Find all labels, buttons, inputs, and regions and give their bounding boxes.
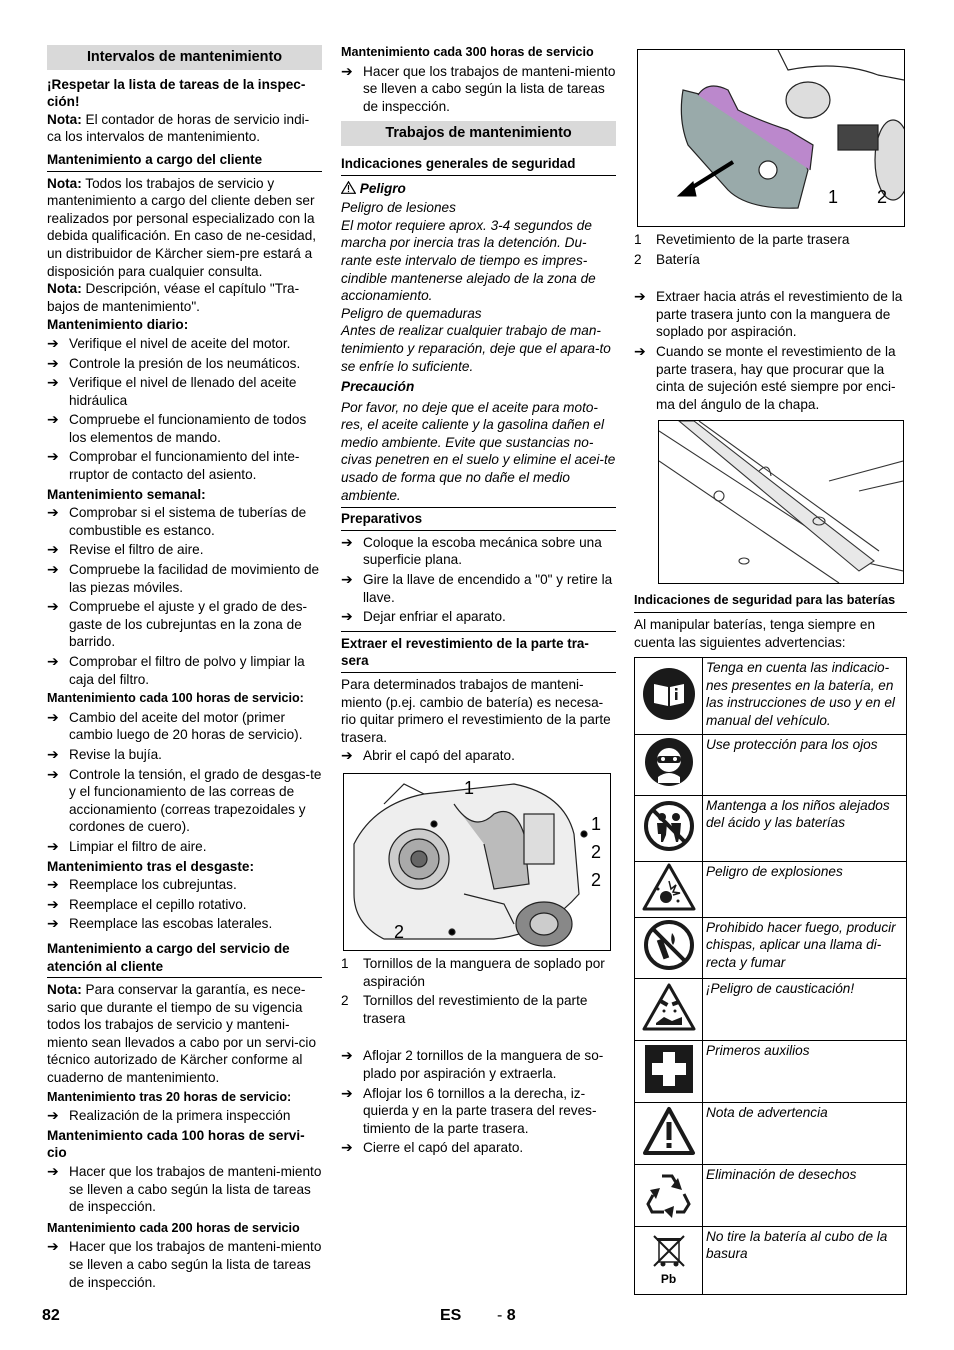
safety-text: Mantenga a los niños alejados del ácido y las baterías — [703, 795, 907, 861]
step-text: Abrir el capó del aparato. — [363, 748, 515, 764]
list-300-horas — [341, 63, 616, 116]
callout-1-right: 1 — [591, 813, 602, 834]
engine-illustration — [344, 774, 610, 950]
safety-text: Peligro de explosiones — [703, 861, 907, 917]
safety-row — [635, 861, 907, 917]
step-item — [341, 1139, 616, 1157]
arrow-icon: ➔ — [47, 411, 59, 428]
heading-servicio-cliente: Mantenimiento a cargo del servicio de atención al cliente — [47, 940, 322, 978]
step-item — [47, 541, 322, 559]
safety-row — [635, 795, 907, 861]
heading-diario: Mantenimiento diario: — [47, 317, 189, 333]
safety-text: Use protección para los ojos — [703, 734, 907, 795]
arrow-icon: ➔ — [47, 745, 59, 762]
step-text: Comprobar si el sistema de tuberías de combustible es estanco. — [69, 505, 307, 538]
arrow-icon: ➔ — [634, 288, 646, 305]
note-4: Nota: Para conservar la garantía, es nece-sario que durante el tiempo de su vigencia todos los trabajos de servicio y manteni-miento sean llevados a cabo por un servi-cio técnico autorizado de Kärcher conforme al cuaderno de mantenimiento. — [47, 982, 317, 1086]
step-text: Reemplace el cepillo rotativo. — [69, 896, 247, 912]
legend-text: Batería — [656, 251, 700, 267]
step-text: Comprobar el funcionamiento del inte-rruptor de contacto del asiento. — [69, 449, 300, 483]
legend-number: 2 — [341, 993, 349, 1009]
arrow-icon: ➔ — [47, 765, 59, 782]
arrow-icon: ➔ — [47, 895, 59, 912]
heading-desgaste: Mantenimiento tras el desgaste: — [47, 858, 254, 874]
heading-20-horas: Mantenimiento tras 20 horas de servicio: — [47, 1089, 292, 1104]
precaucion-label: Precaución — [341, 379, 415, 395]
step-item — [47, 1238, 322, 1291]
keep-children-away-icon — [635, 800, 702, 857]
arrow-icon: ➔ — [47, 1238, 59, 1255]
arrow-icon: ➔ — [341, 1047, 353, 1064]
no-fire-icon — [635, 919, 702, 976]
step-item — [47, 504, 322, 539]
step-text: Coloque la escoba mecánica sobre una superficie plana. — [363, 534, 602, 568]
step-text: Realización de la primera inspección — [69, 1108, 291, 1124]
fig2-callout-1: 1 — [828, 187, 839, 207]
step-text: Aflojar 2 tornillos de la manguera de so-plado por aspiración y extraerla. — [363, 1048, 604, 1081]
safety-row — [635, 978, 907, 1040]
callout-2-right-b: 2 — [591, 869, 602, 890]
heading-baterias: Indicaciones de seguridad para las baterías — [634, 592, 907, 613]
step-text: Limpiar el filtro de aire. — [69, 838, 207, 854]
note-3: Nota: Descripción, véase el capítulo "Tra-bajos de mantenimiento". — [47, 281, 300, 314]
step-item — [634, 288, 907, 341]
legend-item — [634, 251, 907, 269]
corrosive-icon — [635, 983, 702, 1036]
safety-row — [635, 1040, 907, 1102]
step-item — [47, 1163, 322, 1216]
arrow-icon: ➔ — [47, 448, 59, 465]
recycle-icon — [635, 1168, 702, 1223]
heading-semanal: Mantenimiento semanal: — [47, 486, 206, 502]
arrow-icon: ➔ — [47, 708, 59, 725]
step-item — [47, 355, 322, 373]
list-200-horas — [47, 1238, 322, 1291]
column-2 — [341, 42, 616, 1159]
arrow-icon: ➔ — [47, 837, 59, 854]
step-text: Dejar enfriar el aparato. — [363, 609, 506, 625]
step-item — [47, 653, 322, 688]
list-diario — [47, 335, 322, 484]
precaucion-text: Por favor, no deje que el aceite para moto-res, el aceite caliente y la gasolina dañen el medio ambiente. Evite que sustancias no-civas penetren en el suelo y elimine el acei-te usado de forma que no dañe el medio ambiente. — [341, 399, 616, 503]
step-item — [47, 838, 322, 856]
step-text: Compruebe el funcionamiento de todos los elementos de mando. — [69, 412, 307, 445]
rear-cover-illustration — [638, 50, 904, 226]
arrow-icon: ➔ — [341, 62, 353, 79]
step-item — [47, 1107, 322, 1125]
step-item — [341, 608, 616, 626]
legend-text: Revetimiento de la parte trasera — [656, 232, 850, 247]
step-text: Hacer que los trabajos de manteni-miento se lleven a cabo según la lista de tareas de inspección. — [363, 63, 616, 114]
icon-label: Pb — [660, 1272, 677, 1287]
arrow-icon: ➔ — [634, 342, 646, 359]
heading-100-horas-b: Mantenimiento cada 100 horas de servi-cio — [47, 1127, 305, 1161]
legend-item — [341, 992, 616, 1027]
arrow-icon: ➔ — [341, 571, 353, 588]
heading-mantenimiento-cliente: Mantenimiento a cargo del cliente — [47, 151, 322, 172]
step-item — [47, 411, 322, 446]
step-text: Verifique el nivel de aceite del motor. — [69, 335, 291, 351]
legend-number: 1 — [634, 232, 642, 247]
list-20-horas — [47, 1107, 322, 1125]
heading-preparativos: Preparativos — [341, 507, 616, 531]
column-1 — [47, 42, 322, 1293]
language-code: ES — [440, 1307, 462, 1324]
list-100-horas — [47, 709, 322, 856]
step-text: Cambio del aceite del motor (primer cambio luego de 20 horas de servicio). — [69, 709, 303, 743]
safety-row — [635, 1226, 907, 1294]
arrow-icon: ➔ — [341, 533, 353, 550]
heading-300-horas: Mantenimiento cada 300 horas de servicio — [341, 45, 594, 59]
figure-engine-compartment — [343, 773, 611, 951]
note-2: Nota: Todos los trabajos de servicio y mantenimiento a cargo del cliente deben ser realizados por personal especializado con la debida qualificación. En caso de ne-cesidad, un distribuidor de Kärcher siem-pre estará a disposición para cualquier consulta. — [47, 175, 317, 279]
step-text: Comprobar el filtro de polvo y limpiar la caja del filtro. — [69, 654, 305, 687]
safety-text: Prohibido hacer fuego, producir chispas, aplicar una llama di-recta y fumar — [703, 917, 907, 978]
intro-bold: ¡Respetar la lista de tareas de la inspec-ción! — [47, 76, 306, 110]
step-item — [47, 335, 322, 353]
list-col3-steps — [634, 288, 907, 413]
note-1: Nota: El contador de horas de servicio indi-ca los intervalos de mantenimiento. — [47, 111, 310, 145]
step-item — [47, 746, 322, 764]
step-item — [47, 915, 322, 933]
list-100-horas-b — [47, 1163, 322, 1216]
arrow-icon: ➔ — [341, 747, 353, 764]
manual-icon — [635, 667, 702, 726]
legend-number: 2 — [634, 251, 642, 267]
first-aid-icon — [635, 1044, 702, 1099]
column-3 — [634, 42, 907, 1295]
battery-safety-table — [634, 657, 907, 1294]
step-text: Cuando se monte el revestimiento de la parte trasera, hay que procurar que la cinta de sujeción esté siempre por enci-ma del ángulo de la chapa. — [656, 343, 896, 412]
arrow-icon: ➔ — [47, 1163, 59, 1180]
baterias-intro: Al manipular baterías, tenga siempre en cuenta las siguientes advertencias: — [634, 616, 876, 650]
extraer-text: Para determinados trabajos de manteni-miento (p.ej. cambio de batería) es necesa-rio quitar primero el revestimiento de la parte trasera. — [341, 677, 611, 745]
step-item — [47, 448, 322, 483]
heading-100-horas: Mantenimiento cada 100 horas de servicio: — [47, 691, 304, 706]
page-number-left: 82 — [42, 1307, 60, 1324]
step-item — [47, 709, 322, 744]
safety-text: Nota de advertencia — [703, 1102, 907, 1164]
arrow-icon: ➔ — [47, 598, 59, 615]
arrow-icon: ➔ — [47, 334, 59, 351]
step-item — [47, 766, 322, 836]
step-item — [341, 571, 616, 606]
arrow-icon: ➔ — [47, 1107, 59, 1124]
warning-triangle-icon — [341, 181, 360, 196]
safety-row — [635, 917, 907, 978]
arrow-icon: ➔ — [47, 354, 59, 371]
step-text: Cierre el capó del aparato. — [363, 1140, 524, 1156]
step-text: Hacer que los trabajos de manteni-miento se lleven a cabo según la lista de tareas de inspección. — [69, 1239, 322, 1290]
section-title-trabajos: Trabajos de mantenimiento — [341, 121, 616, 146]
step-item — [634, 343, 907, 413]
eye-protection-icon — [635, 737, 702, 792]
step-text: Aflojar los 6 tornillos a la derecha, iz-quierda y en la parte trasera del reves-timiento de la parte trasera. — [363, 1085, 597, 1136]
section-title-intervalos: Intervalos de mantenimiento — [47, 45, 322, 70]
arrow-icon: ➔ — [341, 1139, 353, 1156]
step-item — [341, 1047, 616, 1082]
safety-row — [635, 1164, 907, 1226]
step-text: Reemplace los cubrejuntas. — [69, 877, 237, 893]
safety-row — [635, 1102, 907, 1164]
safety-row — [635, 658, 907, 734]
fig2-legend — [634, 231, 907, 268]
callout-1-top: 1 — [464, 777, 475, 798]
heading-seguridad: Indicaciones generales de seguridad — [341, 155, 616, 176]
strap-illustration — [659, 421, 903, 583]
step-item — [47, 876, 322, 894]
heading-extraer: Extraer el revestimiento de la parte tra-sera — [341, 631, 616, 673]
step-text: Verifique el nivel de llenado del aceite hidráulica — [69, 375, 297, 408]
arrow-icon: ➔ — [47, 653, 59, 669]
arrow-icon: ➔ — [47, 374, 59, 391]
list-preparativos — [341, 534, 616, 626]
explosion-icon — [635, 863, 702, 916]
step-item — [341, 63, 616, 116]
safety-text: Tenga en cuenta las indicacio-nes presentes en la batería, en las instrucciones de uso y en el manual del vehículo. — [703, 658, 907, 734]
step-item — [47, 561, 322, 596]
step-item — [341, 747, 616, 765]
step-item — [341, 534, 616, 569]
step-text: Revise el filtro de aire. — [69, 542, 204, 558]
safety-row — [635, 734, 907, 795]
peligro-text: Peligro de lesiones El motor requiere aprox. 3-4 segundos de marcha por inercia tras la detención. Du-rante este intervalo de tiempo es impres-cindible mantenerse alejado de la zona de accionamiento. Peligro de quemaduras Antes de realizar cualquier trabajo de man-tenimiento y reparación, deje que el apara-to se enfríe lo suficiente. — [341, 200, 611, 374]
arrow-icon: ➔ — [47, 876, 59, 893]
step-text: Controle la tensión, el grado de desgas-te y el funcionamiento de las correas de accionamiento (correas trapezoidales y cordones de cuero). — [69, 766, 322, 835]
step-item — [47, 896, 322, 914]
list-extraer — [341, 747, 616, 765]
step-text: Compruebe el ajuste y el grado de des-gaste de los cubrejuntas en la zona de barrido. — [69, 599, 308, 650]
step-item — [47, 598, 322, 651]
arrow-icon: ➔ — [47, 561, 59, 578]
arrow-icon: ➔ — [341, 1084, 353, 1101]
page-number-right: - 8 — [497, 1307, 516, 1324]
arrow-icon: ➔ — [47, 504, 59, 521]
peligro-label-row — [341, 180, 616, 198]
arrow-icon: ➔ — [47, 541, 59, 558]
arrow-icon: ➔ — [341, 608, 353, 625]
legend-text: Tornillos del revestimiento de la parte trasera — [363, 993, 588, 1026]
step-text: Extraer hacia atrás el revestimiento de la parte trasera junto con la manguera de soplado por aspiración. — [656, 289, 903, 340]
list-after — [341, 1047, 616, 1157]
figure-rear-cover — [637, 49, 905, 227]
list-semanal — [47, 504, 322, 688]
step-text: Hacer que los trabajos de manteni-miento se lleven a cabo según la lista de tareas de inspección. — [69, 1164, 322, 1215]
callout-2-right-a: 2 — [591, 841, 602, 862]
arrow-icon: ➔ — [47, 915, 59, 932]
peligro-label: Peligro — [359, 180, 406, 196]
step-item — [341, 1085, 616, 1138]
step-text: Reemplace las escobas laterales. — [69, 916, 273, 932]
list-desgaste — [47, 876, 322, 933]
callout-2-bottom: 2 — [394, 921, 405, 942]
step-text: Gire la llave de encendido a "0" y retire la llave. — [363, 572, 613, 605]
legend-item — [341, 955, 616, 990]
warning-icon — [635, 1106, 702, 1161]
legend-item — [634, 231, 907, 249]
safety-text: ¡Peligro de causticación! — [703, 978, 907, 1040]
legend-text: Tornillos de la manguera de soplado por aspiración — [363, 955, 605, 989]
fig1-legend — [341, 955, 616, 1027]
step-text: Compruebe la facilidad de movimiento de las piezas móviles. — [69, 562, 320, 595]
figure-strap — [658, 420, 904, 584]
safety-text: Eliminación de desechos — [703, 1164, 907, 1226]
safety-text: Primeros auxilios — [703, 1040, 907, 1102]
safety-text: No tire la batería al cubo de la basura — [703, 1226, 907, 1294]
fig2-callout-2: 2 — [877, 187, 888, 207]
legend-number: 1 — [341, 955, 349, 971]
no-trash-bin-icon — [635, 1235, 702, 1274]
step-text: Controle la presión de los neumáticos. — [69, 355, 301, 371]
step-text: Revise la bujía. — [69, 746, 162, 762]
step-item — [47, 374, 322, 409]
heading-200-horas: Mantenimiento cada 200 horas de servicio — [47, 1220, 300, 1235]
